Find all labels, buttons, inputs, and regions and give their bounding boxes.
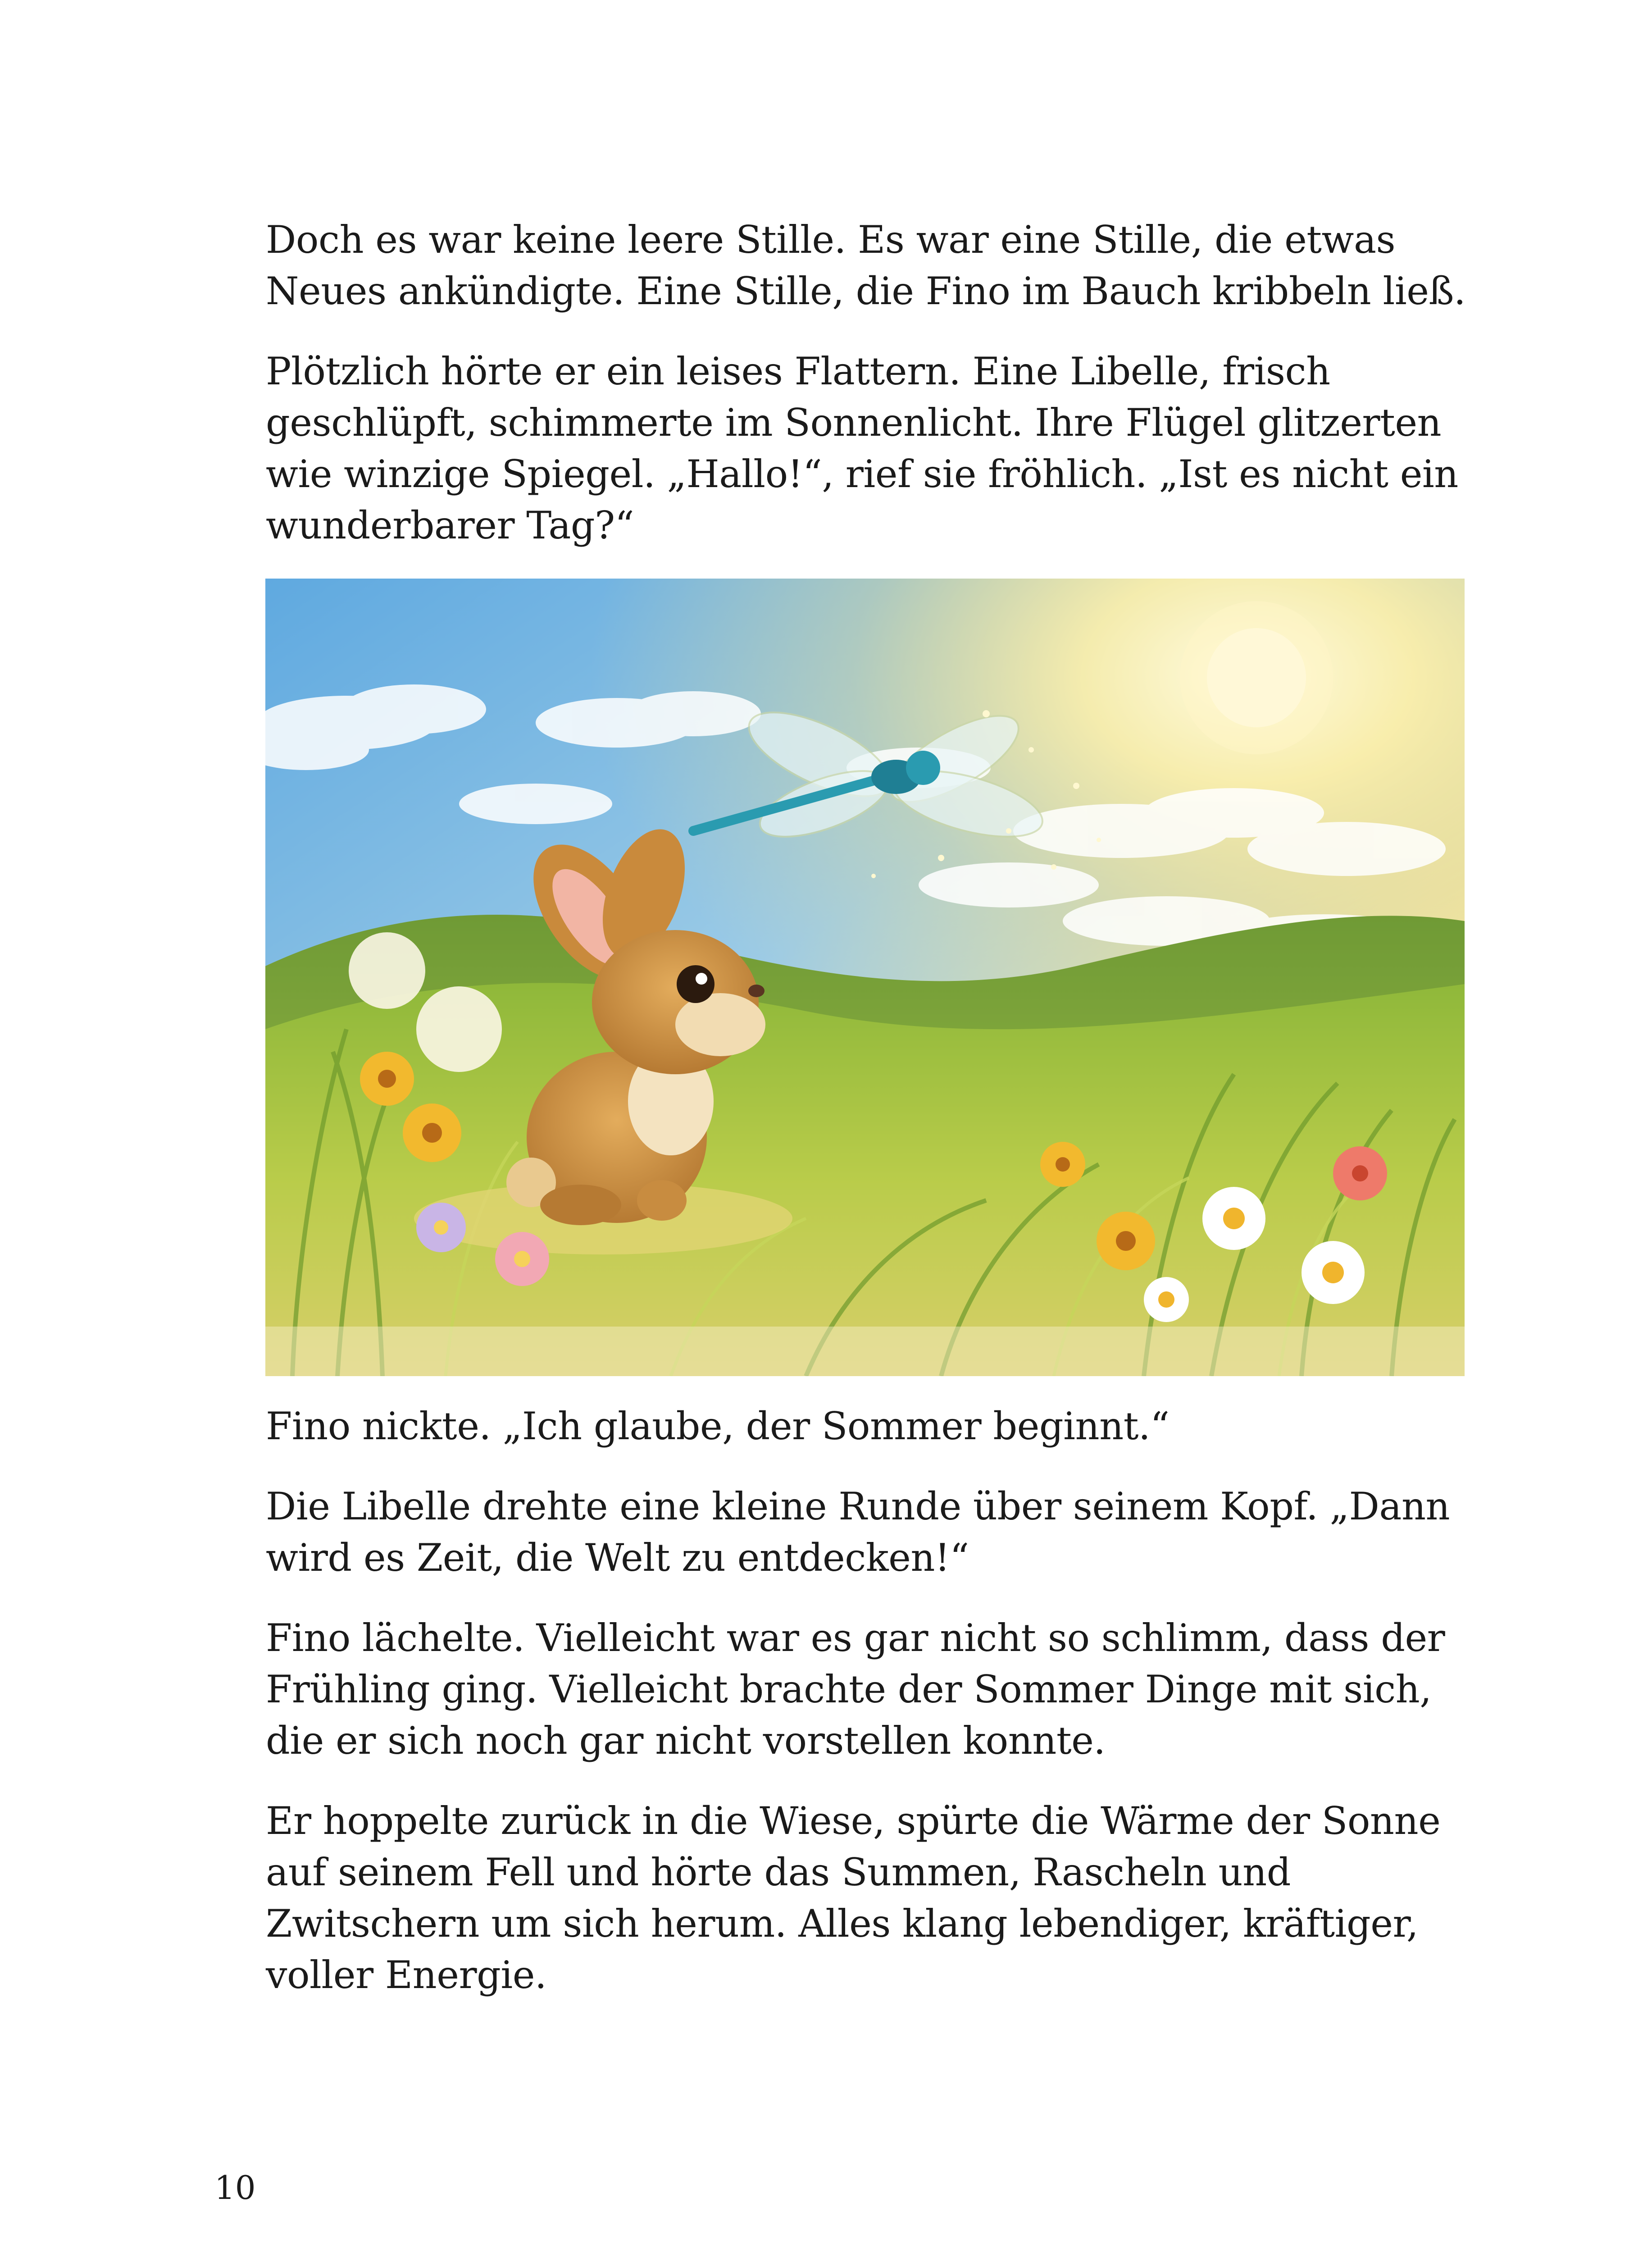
paragraph: Er hoppelte zurück in die Wiese, spürte die Wärme der Sonne auf seinem Fell und hörte das Summen, Rascheln und Zwitschern um sich herum. Alles klang lebendiger, kräftiger, voller Energie.: [266, 1799, 1441, 1997]
paragraph: Die Libelle drehte eine kleine Runde über seinem Kopf. „Dann wird es Zeit, die Welt zu entdecken!“: [266, 1484, 1450, 1580]
paragraph: Fino lächelte. Vielleicht war es gar nicht so schlimm, dass der Frühling ging. Vielleicht brachte der Sommer Dinge mit sich, die er sich noch gar nicht vorstellen konnte.: [266, 1616, 1445, 1763]
text-block-top: [266, 214, 1482, 551]
paragraph: Plötzlich hörte er ein leises Flattern. Eine Libelle, frisch geschlüpft, schimmerte im Sonnenlicht. Ihre Flügel glitzerten wie winzige Spiegel. „Hallo!“, rief sie fröhlich. „Ist es nicht ein wunderbarer Tag?“: [266, 349, 1458, 547]
text-block-bottom: [266, 1400, 1482, 2001]
paragraph: Doch es war keine leere Stille. Es war eine Stille, die etwas Neues ankündigte. Eine Stille, die Fino im Bauch kribbeln ließ.: [266, 218, 1466, 313]
illustration-meadow: [265, 579, 1465, 1376]
page-number: 10: [214, 2169, 256, 2207]
meadow-painting: [265, 579, 1465, 1376]
paragraph: Fino nickte. „Ich glaube, der Sommer beginnt.“: [266, 1404, 1170, 1448]
